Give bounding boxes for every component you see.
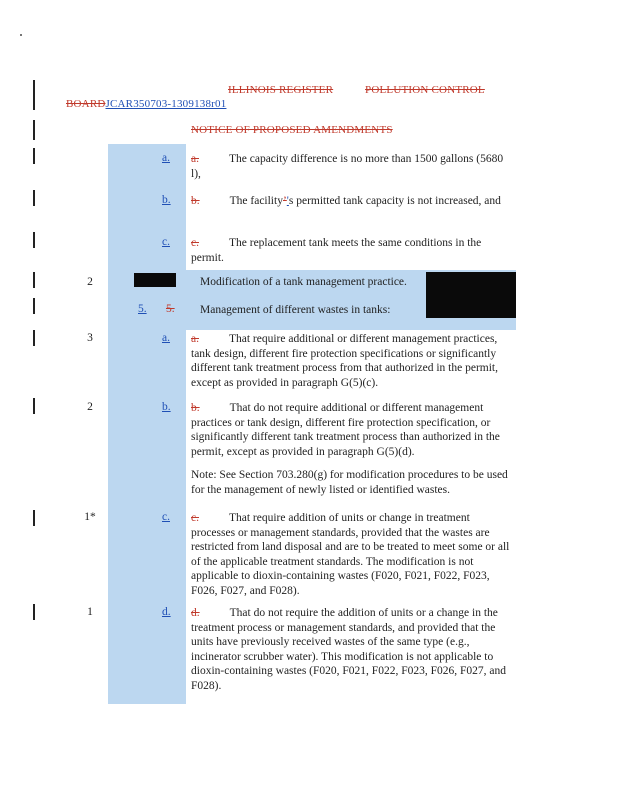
agency-title: POLLUTION CONTROL: [365, 84, 485, 96]
scan-mark: [20, 34, 22, 36]
highlight-column: [108, 144, 186, 704]
register-title: ILLINOIS REGISTER: [228, 84, 334, 96]
notice-title: NOTICE OF PROPOSED AMENDMENTS: [191, 124, 393, 136]
redaction-box: [134, 273, 176, 287]
item-label: c.: [162, 511, 170, 523]
subitem-d: d. That do not require the addition of units or a change in the treatment process or management standards, and provided that the units have previously received wastes of the same type (e.g., incinerator scrubber water). This modification is not applicable to dioxin-containing wastes (F020, F021, F022, F023, F026, F027, and F028).: [191, 607, 506, 692]
class-number: 1*: [84, 511, 96, 523]
item-label: b.: [162, 401, 171, 413]
redaction-box: [426, 272, 516, 318]
change-bar: [33, 190, 35, 206]
item-label: c.: [162, 236, 170, 248]
change-bar: [33, 604, 35, 620]
change-bar: [33, 330, 35, 346]
subitem-b: b. That do not require additional or different management practices or tank design, different fire protection specification, or significantly different tank treatment process than authorized in the permit, except as provided in paragraph G(5)(d).: [191, 402, 500, 458]
change-bar: [33, 510, 35, 526]
subitem-a: a. That require additional or different management practices, tank design, different fire protection specifications or significantly different tank treatment process from that authorized in the permit, except as provided in paragraph G(5)(c).: [191, 333, 498, 389]
class-number: 3: [87, 332, 93, 344]
item-c: c. The replacement tank meets the same conditions in the permit.: [191, 237, 482, 264]
class-number: 1: [87, 606, 93, 618]
subitem-c: c. That require addition of units or change in treatment processes or management standards, provided that the wastes are restricted from land disposal and are to be treated to meet some or all of the applicable treatment standards. The modification is not applicable to dioxin-containing wastes (F020, F021, F022, F023, F026, F027, and F028).: [191, 512, 510, 597]
doc-id: JCAR350703-1309138r01: [105, 98, 227, 110]
change-bar: [33, 80, 35, 110]
practice-row: Modification of a tank management practice.: [200, 276, 407, 288]
change-bar: [33, 232, 35, 248]
board-deleted: BOARD: [66, 98, 106, 110]
item-label: d.: [162, 606, 171, 618]
change-bar: [33, 272, 35, 288]
class-number: 2: [87, 401, 93, 413]
change-bar: [33, 148, 35, 164]
note: Note: See Section 703.280(g) for modification procedures to be used for the management of newly listed or identified wastes.: [191, 469, 508, 496]
doc-id-line: [66, 98, 226, 110]
item-label: b.: [162, 194, 171, 206]
item-label-old: 5.: [166, 303, 175, 315]
change-bar: [33, 298, 35, 314]
item-b: b. The facility’'s permitted tank capacity is not increased, and: [191, 195, 501, 207]
item-label: a.: [162, 152, 170, 164]
page-header: [228, 84, 485, 96]
item-label: a.: [162, 332, 170, 344]
change-bar: [33, 120, 35, 140]
wastes-row: Management of different wastes in tanks:: [200, 304, 391, 316]
item-label: 5.: [138, 303, 147, 315]
item-a: a. The capacity difference is no more than 1500 gallons (5680 l),: [191, 153, 504, 180]
change-bar: [33, 398, 35, 414]
class-number: 2: [87, 276, 93, 288]
